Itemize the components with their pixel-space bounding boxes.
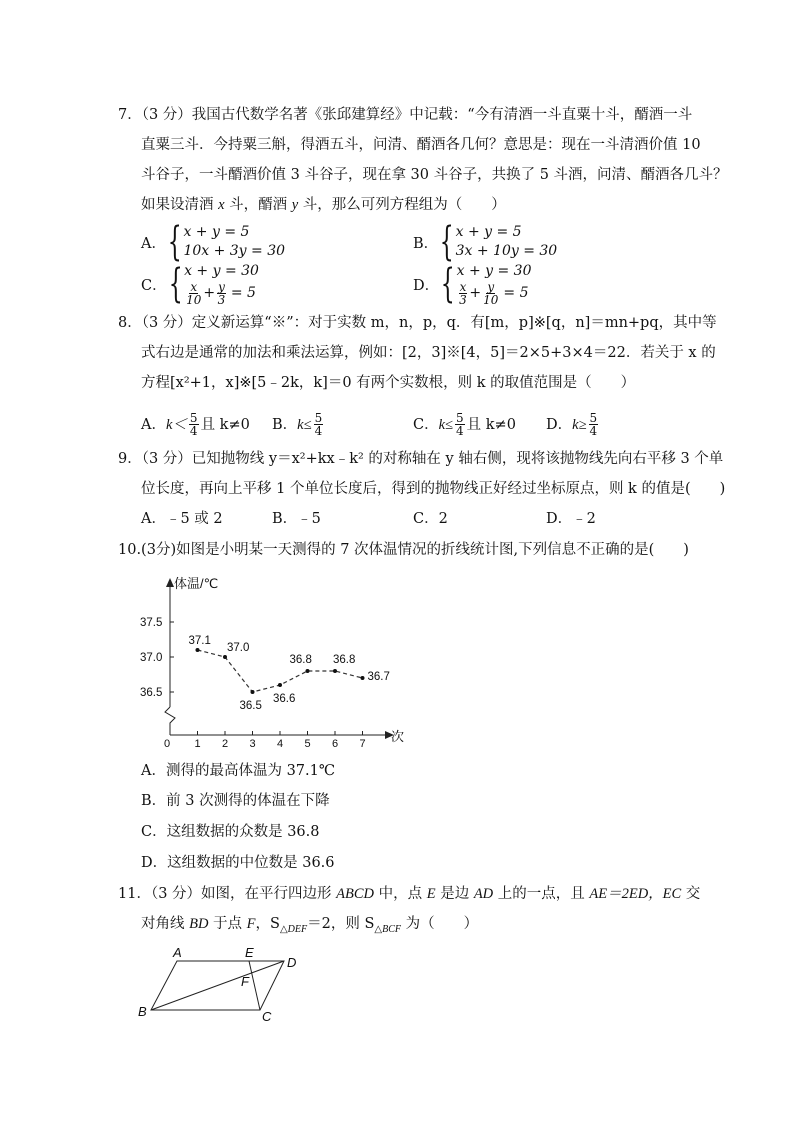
q9-line-1: 9．（3 分）已知抛物线 y＝x²+kx﹣k² 的对称轴在 y 轴右侧，现将该抛物线先向右平移 3 个单 (118, 451, 724, 467)
q8-line-3: 方程[x²+1，x]※[5﹣2k，k]＝0 有两个实数根，则 k 的取值范围是（ ） (141, 375, 636, 391)
fraction: $\frac{x}{10}$ (186, 280, 202, 307)
x-tick-label: 2 (222, 738, 229, 750)
q7-line-4-post: 斗，那么可列方程组为（ ） (298, 197, 506, 213)
x-tick-label: 4 (277, 738, 284, 750)
q9-option-a[interactable]: A．﹣5 或 2 (141, 511, 223, 527)
y-axis-arrow (166, 578, 174, 587)
x-tick-label: 3 (249, 738, 256, 750)
point-label-a: A (173, 945, 182, 960)
q7-line-1: 7．（3 分）我国古代数学名著《张邱建算经》中记载：“今有清酒一斗直粟十斗，醑酒一斗 (118, 107, 693, 123)
q7-option-c[interactable] (141, 262, 259, 306)
brace-glyph: { (440, 261, 455, 307)
fraction: $\frac{5}{4}$ (314, 411, 323, 438)
x-tick-label: 1 (194, 738, 201, 750)
q7-d-eq1: x + y = 30 (456, 263, 532, 279)
q7-option-a-label: A． (141, 235, 166, 252)
data-label: 36.5 (239, 700, 262, 712)
fraction: $\frac{y}{3}$ (217, 280, 226, 307)
data-point (251, 690, 255, 694)
data-label: 36.8 (333, 654, 356, 666)
fraction: $\frac{5}{4}$ (456, 411, 464, 438)
data-point (223, 655, 227, 659)
q7-line-3: 斗谷子，一斗醑酒价值 3 斗谷子，现在拿 30 斗谷子，共换了 5 斗酒，问清、醑酒各几斗？ (141, 167, 728, 183)
brace-glyph: { (168, 261, 183, 307)
q7-var-x: x (218, 197, 225, 213)
fraction: $\frac{5}{4}$ (189, 411, 198, 438)
segment-ec (249, 961, 260, 1010)
data-point (306, 669, 310, 673)
q10-option-c[interactable]: C．这组数据的众数是 36.8 (141, 824, 320, 840)
q10-line-1: 10.(3分)如图是小明某一天测得的 7 次体温情况的折线统计图,下列信息不正确的是( ) (118, 542, 689, 558)
q8-option-a[interactable]: A． k＜ $\frac{5}{4}$ 且 k≠0 (141, 411, 250, 438)
temperature-line-chart (130, 568, 420, 750)
chart-marks (189, 635, 390, 712)
q7-option-d[interactable] (413, 262, 531, 306)
y-axis-break (165, 707, 175, 735)
brace-glyph: { (167, 219, 182, 265)
point-label-c: C (262, 1009, 272, 1024)
data-label: 36.7 (367, 671, 390, 683)
q9-option-d[interactable]: D．﹣2 (546, 511, 596, 527)
point-label-d: D (287, 955, 297, 970)
q8-option-c[interactable]: C． k≤ $\frac{5}{4}$ 且 k≠0 (413, 411, 516, 438)
brace-glyph: { (439, 219, 454, 265)
y-axis-label: 体温/℃ (174, 576, 219, 591)
q7-line-4-pre: 如果设清酒 (141, 197, 219, 213)
point-label-b: B (138, 1004, 147, 1019)
q7-c-eq2: $\frac{x}{10}$ + $\frac{y}{3}$ = 5 (186, 280, 256, 307)
data-point (333, 669, 337, 673)
data-label: 37.1 (188, 635, 211, 647)
x-axis-label: 次 (391, 729, 405, 744)
q9-option-c[interactable]: C．2 (413, 511, 448, 527)
point-label-f: F (241, 974, 249, 989)
q7-line-4-mid: 斗，醑酒 (224, 197, 292, 213)
q7-a-eq1: x + y = 5 (183, 224, 250, 240)
q10-option-b[interactable]: B．前 3 次测得的体温在下降 (141, 793, 330, 809)
q7-b-eq2: 3x + 10y = 30 (455, 243, 558, 259)
q10-option-a[interactable]: A．测得的最高体温为 37.1℃ (141, 763, 336, 779)
data-point (278, 683, 282, 687)
q7-b-eq1: x + y = 5 (455, 224, 522, 240)
q7-option-c-label: C． (141, 277, 167, 294)
x-tick-label: 5 (304, 738, 311, 750)
q7-d-eq2: $\frac{x}{3}$ + $\frac{y}{10}$ = 5 (459, 280, 529, 307)
q7-option-a[interactable] (141, 219, 286, 265)
q7-a-eq2: 10x + 3y = 30 (183, 243, 286, 259)
q9-option-b[interactable]: B．﹣5 (272, 511, 321, 527)
data-label: 36.6 (273, 693, 296, 705)
x-tick-label: 0 (164, 738, 171, 750)
q7-line-4 (141, 195, 506, 215)
fraction: $\frac{x}{3}$ (459, 280, 467, 307)
parallelogram-figure (134, 942, 314, 1024)
fraction: $\frac{y}{10}$ (483, 280, 499, 307)
q7-c-eq1: x + y = 30 (184, 263, 259, 279)
y-tick-label: 36.5 (140, 687, 163, 699)
data-label: 37.0 (227, 642, 250, 654)
chart-axes (140, 576, 404, 750)
q10-option-d[interactable]: D．这组数据的中位数是 36.6 (141, 855, 335, 871)
q7-option-b[interactable] (413, 219, 558, 265)
point-label-e: E (245, 945, 254, 960)
x-tick-label: 6 (332, 738, 339, 750)
q9-line-2: 位长度，再向上平移 1 个单位长度后，得到的抛物线正好经过坐标原点，则 k 的值是( ) (141, 481, 726, 497)
y-tick-label: 37.0 (140, 652, 163, 664)
q7-option-d-label: D． (413, 277, 440, 294)
data-point (196, 648, 200, 652)
q8-line-2: 式右边是通常的加法和乘法运算，例如：[2，3]※[4，5]＝2×5+3×4＝22．若关于 x 的 (141, 345, 716, 361)
q7-var-y: y (291, 197, 299, 213)
x-tick-label: 7 (359, 738, 366, 750)
y-tick-label: 37.5 (140, 617, 163, 629)
fraction: $\frac{5}{4}$ (589, 411, 598, 438)
data-point (361, 676, 365, 680)
q7-option-b-label: B． (413, 235, 439, 252)
q8-option-b[interactable]: B． k≤ $\frac{5}{4}$ (272, 411, 323, 438)
data-label: 36.8 (289, 654, 312, 666)
q8-line-1: 8．（3 分）定义新运算“※”：对于实数 m，n，p，q．有[m，p]※[q，n]＝mn+pq，其中等 (118, 315, 717, 331)
q11-line-2: 对角线 BD 于点 F，$S_{\triangle DEF}=2$，则 $S_{\triangle BCF}$ 为（ ） (141, 916, 479, 935)
q7-line-2: 直粟三斗．今持粟三斛，得酒五斗，问清、醑酒各几何？意思是：现在一斗清酒价值 10 (141, 137, 701, 153)
q11-line-1: 11．（3 分）如图，在平行四边形 ABCD 中，点 E 是边 AD 上的一点，且 AE＝2ED，EC 交 (118, 886, 701, 902)
q8-option-d[interactable]: D． k≥ $\frac{5}{4}$ (546, 411, 598, 438)
